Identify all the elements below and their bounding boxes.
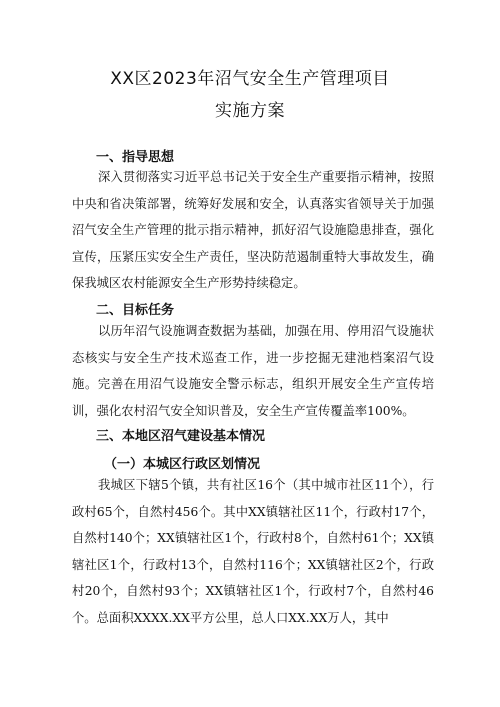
- document-title-line-1: XX区2023年沼气安全生产管理项目: [110, 69, 390, 89]
- section-paragraph-guiding-ideology: 深入贯彻落实习近平总书记关于安全生产重要指示精神，按照中央和省决策部署，统筹好发展和安全，认真落实省领导关于加强沼气安全生产管理的批示指示精神，抓好沼气设施隐患排查，强化宣传，压紧压实安全生产责任，坚决防范遏制重特大事故发生，确保我城区农村能源安全生产形势持续稳定。: [72, 170, 434, 291]
- section-heading-guiding-ideology: 一、指导思想: [96, 150, 175, 165]
- section-paragraph-admin-division: 我城区下辖5个镇，共有社区16个（其中城市社区11个），行政村65个，自然村456个。其中XX镇辖社区11个，行政村17个，自然村140个；XX镇辖社区1个，行政村8个，自然村61个；XX镇辖社区1个，行政村13个，自然村116个；XX镇辖社区2个，行政村20个，自然村93个；XX镇辖社区1个，行政村7个，自然村46个。总面积XXXX.XX平方公里，总人口XX.XX万人，其中: [72, 478, 434, 625]
- section-heading-basic-situation: 三、本地区沼气建设基本情况: [96, 429, 266, 444]
- document-title-line-2: 实施方案: [215, 101, 285, 121]
- section-heading-targets: 二、目标任务: [96, 303, 175, 318]
- subsection-heading-admin-division: （一）本城区行政区划情况: [104, 457, 261, 472]
- section-paragraph-targets: 以历年沼气设施调查数据为基础，加强在用、停用沼气设施状态核实与安全生产技术巡查工作，进一步挖掘无建池档案沼气设施。完善在用沼气设施安全警示标志，组织开展安全生产宣传培训，强化农村沼气安全知识普及，安全生产宣传覆盖率100%。: [72, 324, 434, 418]
